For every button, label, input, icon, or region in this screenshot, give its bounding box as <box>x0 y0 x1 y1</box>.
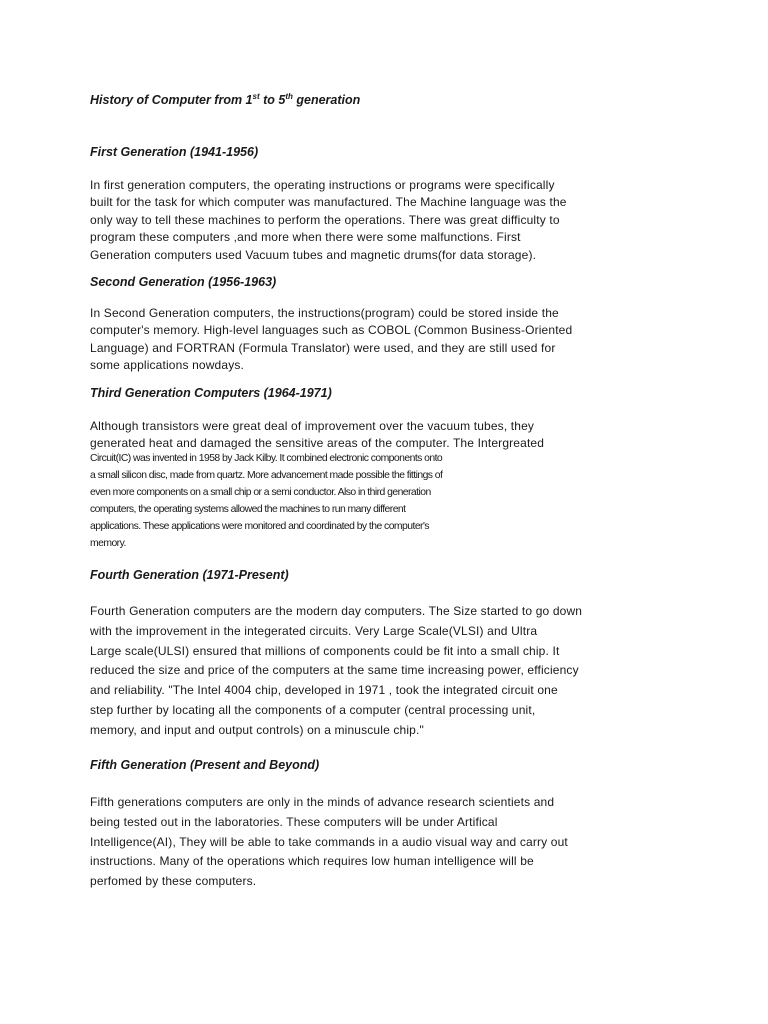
paragraph-line: In Second Generation computers, the instructions(program) could be stored inside the <box>90 306 559 320</box>
section-heading-third-generation: Third Generation Computers (1964-1971) <box>90 386 332 400</box>
title-superscript-th: th <box>285 91 293 101</box>
paragraph-line: computer's memory. High-level languages such as COBOL (Common Business-Oriented <box>90 323 573 338</box>
paragraph-line: being tested out in the laboratories. These computers will be under Artifical <box>90 814 498 829</box>
paragraph-line: generated heat and damaged the sensitive areas of the computer. The Intergreated <box>90 436 545 451</box>
paragraph-line: built for the task for which computer was manufactured. The Machine language was the <box>90 195 567 210</box>
title-superscript-st: st <box>252 91 260 101</box>
section-body-first-generation <box>90 177 567 264</box>
section-body-third-generation <box>90 418 544 453</box>
paragraph-line: computers, the operating systems allowed the machines to run many different <box>90 504 406 516</box>
paragraph-line: with the improvement in the integerated circuits. Very Large Scale(VLSI) and Ultra <box>90 623 538 638</box>
paragraph-line: some applications nowdays. <box>90 358 244 373</box>
section-heading-fifth-generation: Fifth Generation (Present and Beyond) <box>90 758 320 772</box>
section-body-fifth-generation <box>90 793 568 892</box>
paragraph-line: Although transistors were great deal of improvement over the vacuum tubes, they <box>90 419 535 433</box>
paragraph-line: Fourth Generation computers are the modern day computers. The Size started to go down <box>90 604 583 618</box>
section-heading-fourth-generation: Fourth Generation (1971-Present) <box>90 568 289 582</box>
paragraph-line: and reliability. "The Intel 4004 chip, developed in 1971 , took the integrated circuit one <box>90 683 558 698</box>
paragraph-line: Fifth generations computers are only in the minds of advance research scientiets and <box>90 795 555 809</box>
paragraph-line: Intelligence(AI), They will be able to take commands in a audio visual way and carry out <box>90 834 568 849</box>
title-text-start: History of Computer from 1 <box>90 93 253 107</box>
section-body-fourth-generation <box>90 602 582 741</box>
document-title <box>90 93 360 107</box>
paragraph-line: program these computers ,and more when there were some malfunctions. First <box>90 230 521 245</box>
title-text-end: generation <box>292 93 361 107</box>
paragraph-line: Generation computers used Vacuum tubes and magnetic drums(for data storage). <box>90 247 537 262</box>
section-heading-second-generation: Second Generation (1956-1963) <box>90 275 277 289</box>
title-text-middle: to 5 <box>259 93 286 107</box>
paragraph-line: In first generation computers, the operating instructions or programs were specifically <box>90 178 555 192</box>
section-body-third-generation-condensed <box>90 450 442 553</box>
paragraph-line: only way to tell these machines to perform the operations. There was great difficulty to <box>90 212 560 227</box>
paragraph-line: memory. <box>90 538 126 550</box>
paragraph-line: instructions. Many of the operations which requires low human intelligence will be <box>90 854 534 869</box>
paragraph-line: step further by locating all the components of a computer (central processing unit, <box>90 702 536 717</box>
paragraph-line: Language) and FORTRAN (Formula Translator) were used, and they are still used for <box>90 340 556 355</box>
paragraph-line: reduced the size and price of the computers at the same time increasing power, efficiency <box>90 663 579 678</box>
section-body-second-generation <box>90 305 572 375</box>
paragraph-line: applications. These applications were monitored and coordinated by the computer's <box>90 521 430 533</box>
section-heading-first-generation: First Generation (1941-1956) <box>90 145 259 159</box>
paragraph-line: even more components on a small chip or a semi conductor. Also in third generation <box>90 487 431 499</box>
paragraph-line: memory, and input and output controls) on a minuscule chip." <box>90 722 424 737</box>
paragraph-line: perfomed by these computers. <box>90 874 257 889</box>
paragraph-line: Circuit(IC) was invented in 1958 by Jack Kilby. It combined electronic components onto <box>90 453 443 464</box>
paragraph-line: a small silicon disc, made from quartz. More advancement made possible the fittings of <box>90 470 443 482</box>
paragraph-line: Large scale(ULSI) ensured that millions of components could be fit into a small chip. It <box>90 643 560 658</box>
